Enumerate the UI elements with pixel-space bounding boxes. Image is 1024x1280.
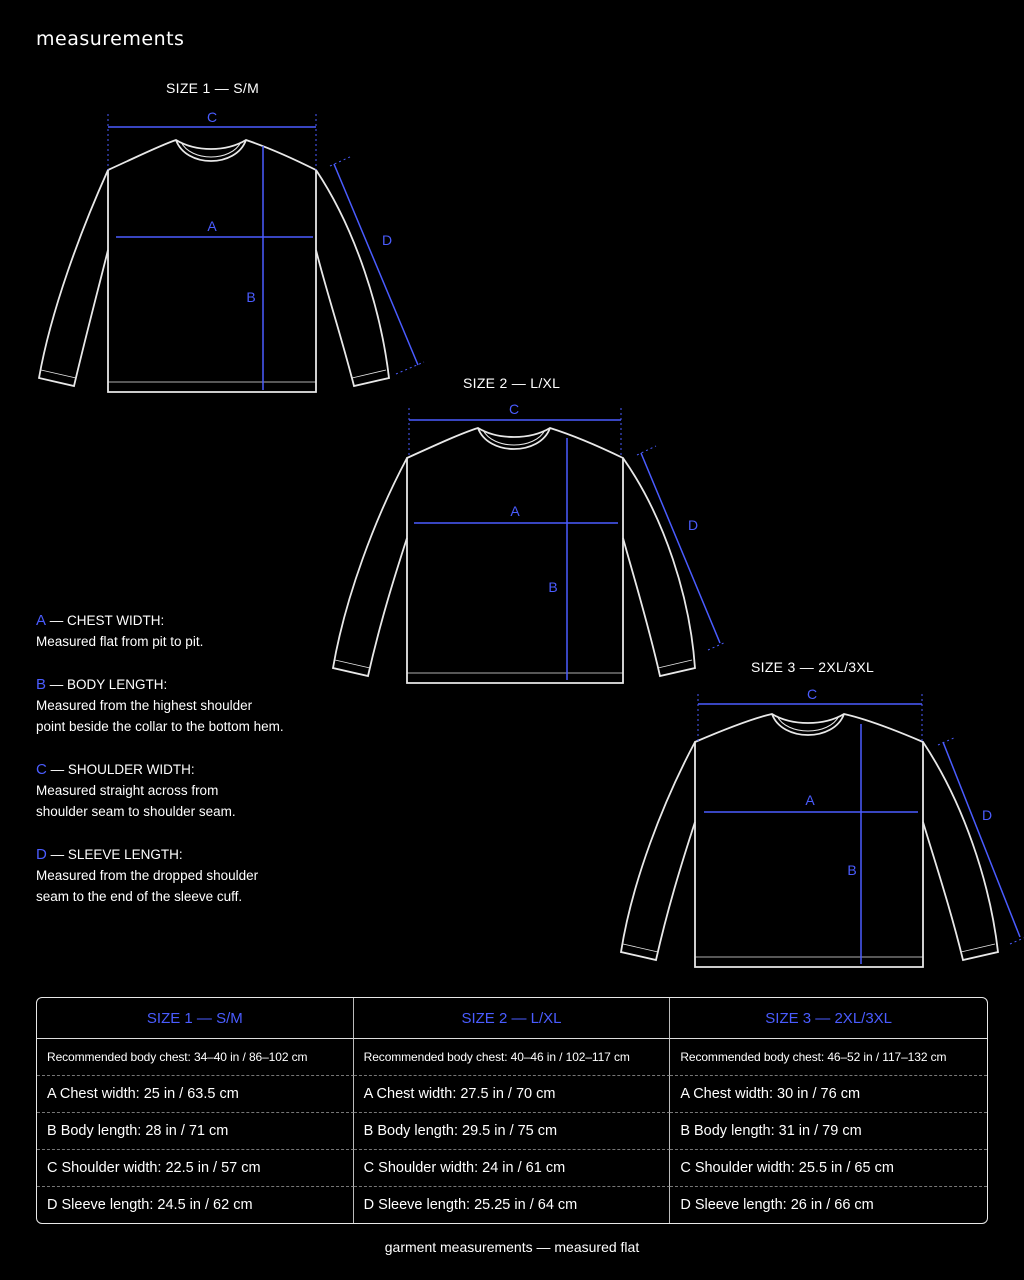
measurement-lines [108, 114, 424, 390]
measurement-legend [36, 610, 356, 929]
legend-letter: C [36, 761, 47, 778]
table-cell: Recommended body chest: 46–52 in / 117–132 cm [670, 1039, 987, 1076]
shirt-diagram-size-3 [618, 682, 1024, 972]
table-header-size-1: SIZE 1 — S/M [37, 998, 354, 1039]
dim-c-label: C [206, 109, 218, 125]
legend-line: point beside the collar to the bottom hem. [36, 719, 284, 734]
legend-letter: B [36, 676, 47, 693]
dim-a-label: A [805, 792, 815, 808]
table-header-size-2: SIZE 2 — L/XL [354, 998, 671, 1039]
size-3-title: SIZE 3 — 2XL/3XL [751, 659, 875, 675]
legend-item-shoulder [36, 759, 356, 822]
shirt-outline [39, 140, 389, 392]
brand-title: measurements [36, 28, 185, 50]
measurement-lines [409, 408, 726, 680]
table-cell: Recommended body chest: 34–40 in / 86–102 cm [37, 1039, 354, 1076]
shirt-diagram-size-2 [330, 398, 730, 688]
legend-line: Measured from the dropped shoulder [36, 868, 259, 883]
size-2-title: SIZE 2 — L/XL [463, 375, 561, 391]
dim-b-label: B [246, 289, 256, 305]
table-cell: C Shoulder width: 22.5 in / 57 cm [37, 1150, 354, 1187]
shirt-diagram-size-1 [36, 110, 436, 400]
measurement-lines [698, 694, 1024, 964]
legend-line: seam to the end of the sleeve cuff. [36, 889, 243, 904]
legend-letter: A [36, 612, 47, 629]
table-row-sleeve-length [37, 1187, 987, 1223]
legend-line: shoulder seam to shoulder seam. [36, 804, 236, 819]
size-1-title: SIZE 1 — S/M [166, 80, 260, 96]
table-row-recommended-chest [37, 1039, 987, 1076]
legend-heading: — SLEEVE LENGTH: [46, 847, 183, 862]
table-cell: A Chest width: 25 in / 63.5 cm [37, 1076, 354, 1113]
legend-heading: — CHEST WIDTH: [46, 613, 165, 628]
legend-heading: — BODY LENGTH: [46, 677, 168, 692]
table-cell: B Body length: 31 in / 79 cm [670, 1113, 987, 1150]
dim-a-label: A [207, 218, 217, 234]
legend-line: Measured flat from pit to pit. [36, 634, 204, 649]
table-cell: D Sleeve length: 25.25 in / 64 cm [354, 1187, 671, 1223]
table-header-row [37, 998, 987, 1039]
dim-d-label: D [687, 517, 699, 533]
legend-letter: D [36, 846, 47, 863]
dim-b-label: B [847, 862, 857, 878]
table-cell: C Shoulder width: 25.5 in / 65 cm [670, 1150, 987, 1187]
table-cell: B Body length: 28 in / 71 cm [37, 1113, 354, 1150]
table-cell: A Chest width: 27.5 in / 70 cm [354, 1076, 671, 1113]
table-row-shoulder-width [37, 1150, 987, 1187]
dim-d-label: D [381, 232, 393, 248]
legend-line: Measured from the highest shoulder [36, 698, 253, 713]
table-header-size-3: SIZE 3 — 2XL/3XL [670, 998, 987, 1039]
dim-b-label: B [548, 579, 558, 595]
table-cell: C Shoulder width: 24 in / 61 cm [354, 1150, 671, 1187]
table-row-body-length [37, 1113, 987, 1150]
dim-c-label: C [508, 401, 520, 417]
shirt-outline [621, 714, 998, 967]
table-row-chest-width [37, 1076, 987, 1113]
table-cell: D Sleeve length: 26 in / 66 cm [680, 1197, 874, 1213]
table-cell: Recommended body chest: 40–46 in / 102–117 cm [354, 1039, 671, 1076]
size-chart-table [36, 997, 988, 1224]
shirt-outline [333, 428, 695, 683]
dim-d-label: D [981, 807, 993, 823]
dim-a-label: A [510, 503, 520, 519]
table-cell: B Body length: 29.5 in / 75 cm [354, 1113, 671, 1150]
table-cell: A Chest width: 30 in / 76 cm [670, 1076, 987, 1113]
dim-c-label: C [806, 686, 818, 702]
footer-note: garment measurements — measured flat [384, 1239, 640, 1255]
legend-item-body [36, 674, 356, 737]
legend-item-sleeve [36, 844, 356, 907]
legend-item-chest [36, 610, 356, 652]
legend-heading: — SHOULDER WIDTH: [46, 762, 195, 777]
table-cell: D Sleeve length: 24.5 in / 62 cm [37, 1187, 354, 1223]
legend-line: Measured straight across from [36, 783, 219, 798]
